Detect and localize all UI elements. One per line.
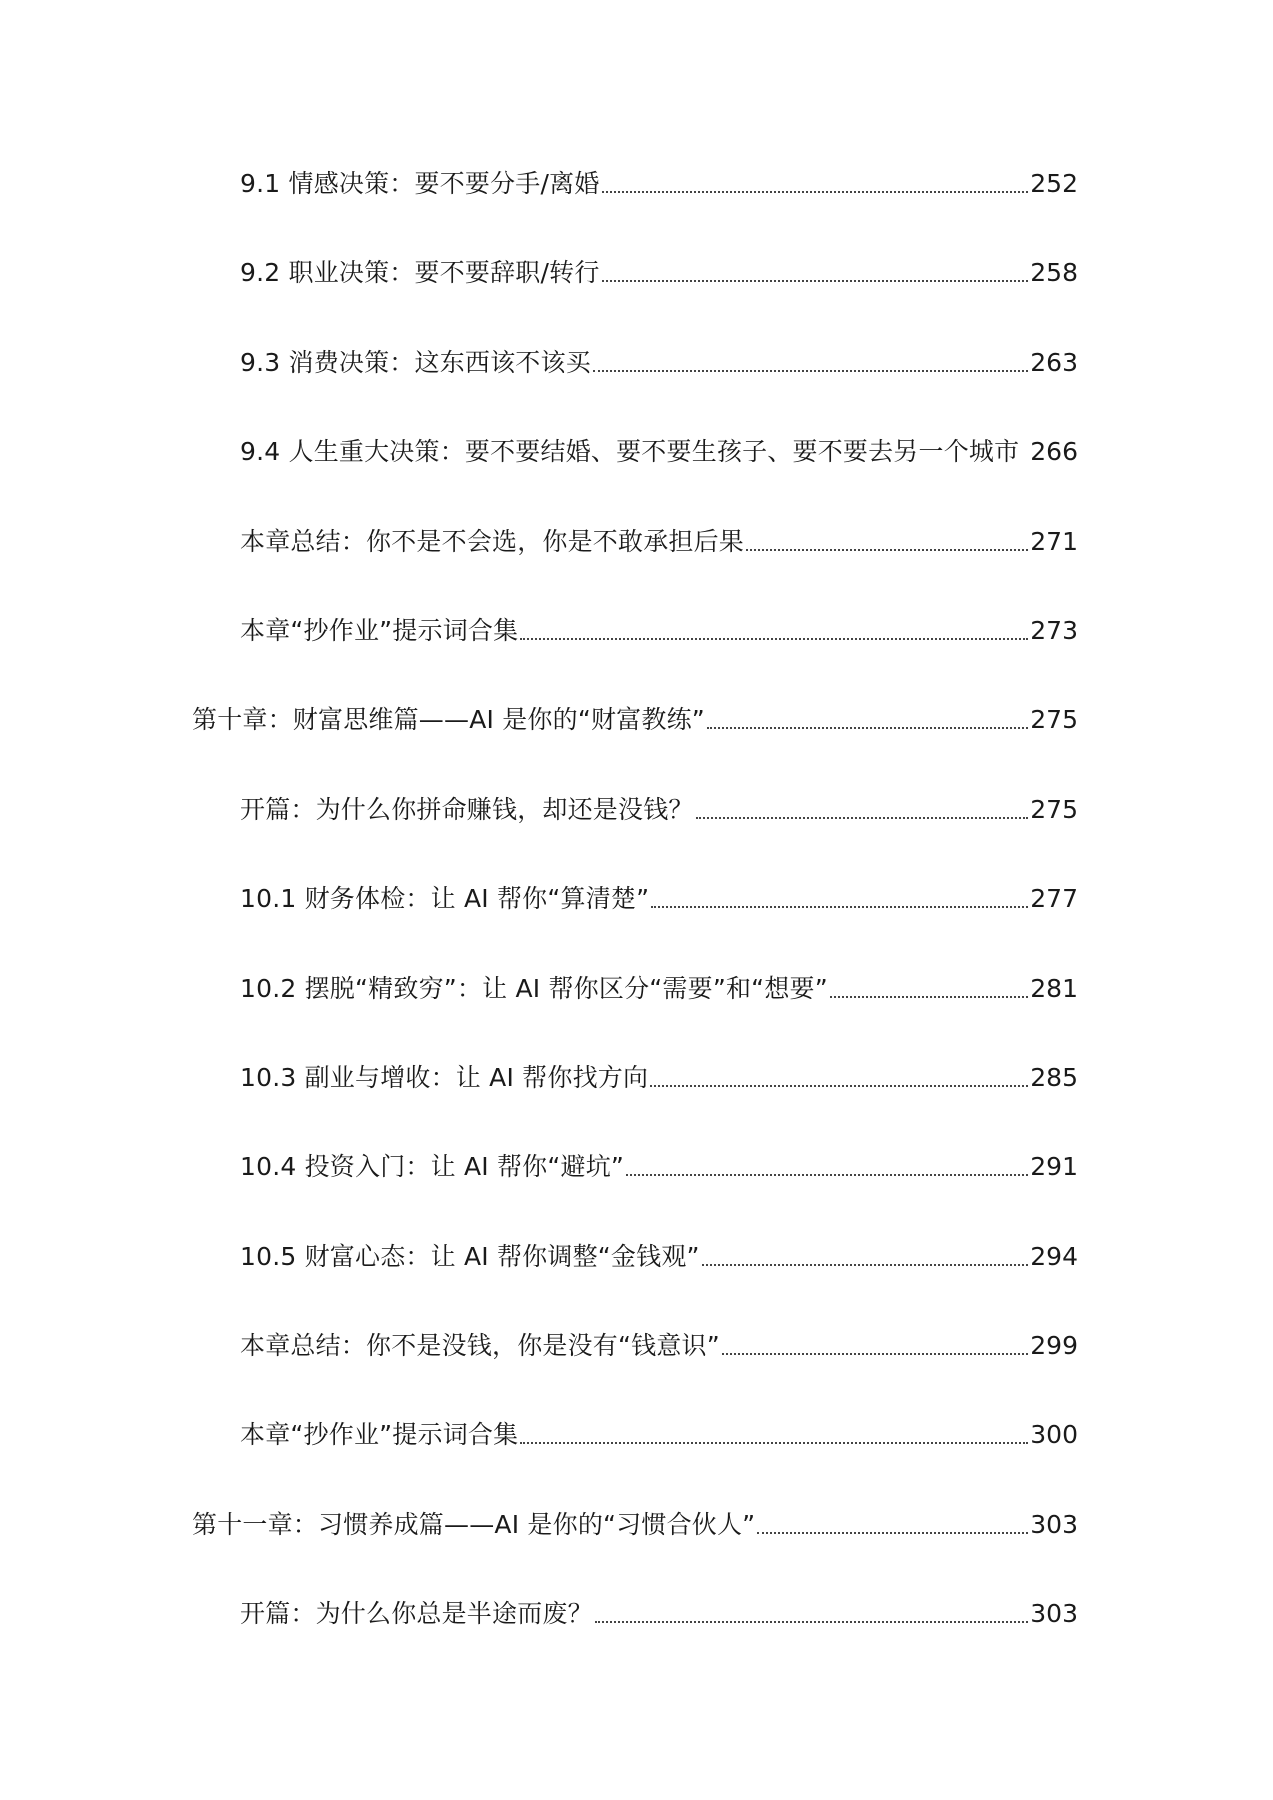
toc-entry-title: 10.4 投资入门：让 AI 帮你“避坑” — [240, 1152, 625, 1182]
toc-entry-title: 9.1 情感决策：要不要分手/离婚 — [240, 169, 600, 198]
toc-entry-title: 本章“抄作业”提示词合集 — [240, 1420, 519, 1450]
toc-entry-ch10-summary[interactable] — [0, 1317, 1273, 1406]
toc-entry-10-2[interactable] — [0, 960, 1273, 1049]
toc-entry-10-4[interactable] — [0, 1138, 1273, 1227]
toc-page-number: 275 — [1030, 794, 1078, 824]
toc-entry-title: 开篇：为什么你总是半途而废？ — [240, 1599, 593, 1629]
toc-entry-title: 10.1 财务体检：让 AI 帮你“算清楚” — [240, 884, 650, 914]
toc-dot-leader — [707, 727, 1028, 729]
toc-entry-10-3[interactable] — [0, 1049, 1273, 1138]
toc-page-number: 252 — [1030, 169, 1078, 198]
toc-dot-leader — [651, 906, 1028, 908]
toc-entry-title: 本章总结：你不是没钱，你是没有“钱意识” — [240, 1331, 720, 1361]
toc-entry-ch9-prompts[interactable] — [0, 602, 1273, 691]
toc-page-number: 281 — [1030, 973, 1078, 1003]
toc-dot-leader — [626, 1174, 1028, 1176]
toc-entry-9-4[interactable] — [0, 423, 1273, 512]
toc-entry-title: 本章“抄作业”提示词合集 — [240, 615, 519, 645]
toc-entry-9-2[interactable] — [0, 244, 1273, 333]
toc-entry-title: 开篇：为什么你拼命赚钱，却还是没钱？ — [240, 794, 694, 824]
toc-entry-title: 本章总结：你不是不会选，你是不敢承担后果 — [240, 526, 745, 556]
toc-dot-leader — [830, 996, 1028, 998]
toc-page-number: 303 — [1030, 1509, 1078, 1539]
toc-entry-chapter-10[interactable] — [0, 691, 1273, 780]
toc-entry-9-1[interactable] — [0, 155, 1273, 244]
toc-dot-leader — [650, 1085, 1028, 1087]
toc-entry-10-5[interactable] — [0, 1228, 1273, 1317]
toc-dot-leader — [520, 638, 1028, 640]
toc-entry-title: 第十章：财富思维篇——AI 是你的“财富教练” — [192, 705, 705, 735]
toc-entry-title: 9.2 职业决策：要不要辞职/转行 — [240, 258, 600, 288]
toc-dot-leader — [757, 1532, 1028, 1534]
toc-entry-title: 10.2 摆脱“精致穷”：让 AI 帮你区分“需要”和“想要” — [240, 973, 828, 1003]
toc-entry-title: 第十一章：习惯养成篇——AI 是你的“习惯合伙人” — [192, 1509, 756, 1539]
toc-entry-title: 10.5 财富心态：让 AI 帮你调整“金钱观” — [240, 1241, 700, 1271]
toc-entry-title: 9.3 消费决策：这东西该不该买 — [240, 347, 591, 377]
toc-page-number: 266 — [1030, 437, 1078, 467]
toc-entry-title: 10.3 副业与增收：让 AI 帮你找方向 — [240, 1062, 649, 1092]
toc-page-number: 299 — [1030, 1331, 1078, 1361]
toc-page-number: 294 — [1030, 1241, 1078, 1271]
toc-dot-leader — [746, 549, 1028, 551]
table-of-contents — [0, 155, 1273, 1675]
toc-page-number: 263 — [1030, 347, 1078, 377]
toc-page-number: 285 — [1030, 1062, 1078, 1092]
toc-page-number: 300 — [1030, 1420, 1078, 1450]
toc-page-number: 277 — [1030, 884, 1078, 914]
toc-dot-leader — [602, 191, 1029, 193]
toc-entry-title: 9.4 人生重大决策：要不要结婚、要不要生孩子、要不要去另一个城市 — [240, 437, 1020, 467]
toc-dot-leader — [696, 817, 1029, 819]
toc-page-number: 275 — [1030, 705, 1078, 735]
toc-page-number: 258 — [1030, 258, 1078, 288]
toc-entry-10-1[interactable] — [0, 870, 1273, 959]
toc-dot-leader — [722, 1353, 1028, 1355]
toc-dot-leader — [593, 370, 1028, 372]
toc-dot-leader — [702, 1264, 1029, 1266]
toc-entry-ch11-opening[interactable] — [0, 1585, 1273, 1674]
toc-entry-ch9-summary[interactable] — [0, 513, 1273, 602]
toc-dot-leader — [595, 1621, 1028, 1623]
toc-entry-9-3[interactable] — [0, 334, 1273, 423]
toc-page-number: 273 — [1030, 615, 1078, 645]
toc-entry-chapter-11[interactable] — [0, 1496, 1273, 1585]
toc-entry-ch10-prompts[interactable] — [0, 1406, 1273, 1495]
toc-page-number: 291 — [1030, 1152, 1078, 1182]
toc-entry-ch10-opening[interactable] — [0, 781, 1273, 870]
toc-dot-leader — [602, 280, 1029, 282]
toc-page-number: 303 — [1030, 1599, 1078, 1629]
toc-dot-leader — [520, 1442, 1028, 1444]
toc-page-number: 271 — [1030, 526, 1078, 556]
